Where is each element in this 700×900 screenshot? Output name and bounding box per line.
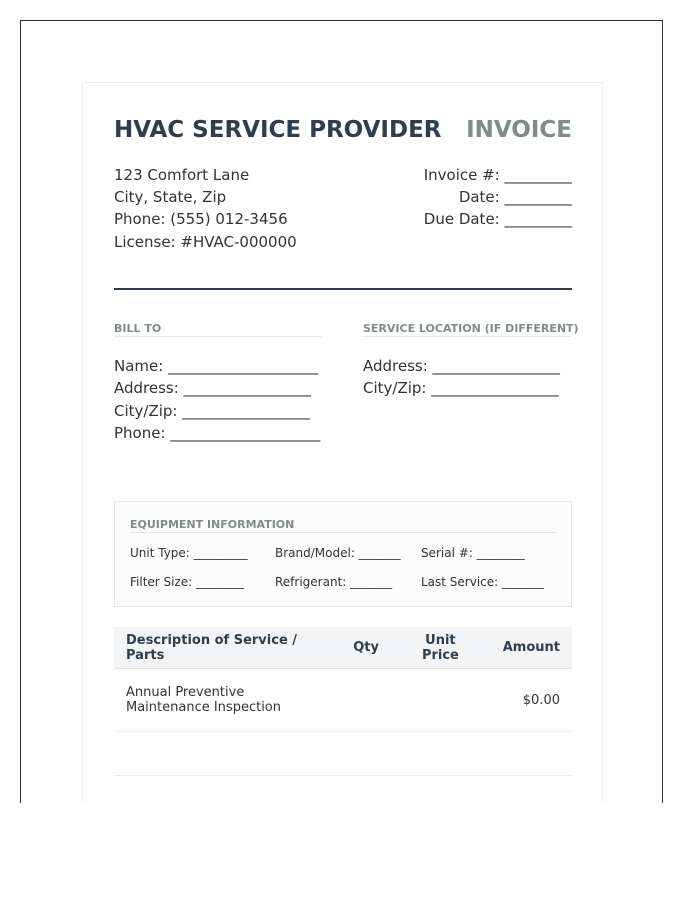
service-address-field[interactable]: Address: _________________ (363, 357, 561, 375)
equipment-heading: EQUIPMENT INFORMATION (130, 518, 556, 533)
company-phone: Phone: (555) 012-3456 (114, 210, 288, 228)
header-divider (114, 288, 572, 290)
page-frame (20, 20, 663, 803)
invoice-due-date-field[interactable]: Due Date: _________ (423, 210, 572, 228)
col-header-qty: Qty (339, 627, 393, 669)
company-license: License: #HVAC-000000 (114, 233, 297, 251)
cell-unit-price[interactable] (393, 669, 487, 732)
bill-to-heading: BILL TO (114, 322, 322, 337)
cell-qty[interactable] (339, 669, 393, 732)
invoice-title: INVOICE (466, 117, 572, 143)
col-header-amount: Amount (488, 627, 572, 669)
company-name: HVAC SERVICE PROVIDER (114, 117, 442, 143)
equipment-brand-model-field[interactable]: Brand/Model: _______ (275, 546, 401, 560)
cell-description[interactable]: Annual Preventive Maintenance Inspection (114, 669, 339, 732)
col-header-unit-price: Unit Price (393, 627, 487, 669)
service-cityzip-field[interactable]: City/Zip: _________________ (363, 379, 559, 397)
invoice-sheet (82, 82, 603, 803)
equipment-filter-size-field[interactable]: Filter Size: ________ (130, 575, 245, 589)
company-address-street: 123 Comfort Lane (114, 166, 250, 184)
equipment-serial-field[interactable]: Serial #: ________ (421, 546, 525, 560)
equipment-info-box (114, 501, 572, 607)
cell-unit-price[interactable] (393, 732, 487, 776)
bill-to-cityzip-field[interactable]: City/Zip: _________________ (114, 402, 310, 420)
invoice-date-field[interactable]: Date: _________ (458, 188, 572, 206)
col-header-description: Description of Service / Parts (114, 627, 339, 669)
line-items-table (114, 627, 572, 776)
table-row (114, 669, 572, 732)
bill-to-name-field[interactable]: Name: ____________________ (114, 357, 319, 375)
cell-qty[interactable] (339, 732, 393, 776)
bill-to-phone-field[interactable]: Phone: ____________________ (114, 424, 321, 442)
bill-to-address-field[interactable]: Address: _________________ (114, 379, 312, 397)
invoice-number-field[interactable]: Invoice #: _________ (423, 166, 572, 184)
service-location-heading: SERVICE LOCATION (IF DIFFERENT) (363, 322, 579, 335)
equipment-last-service-field[interactable]: Last Service: _______ (421, 575, 545, 589)
table-header-row (114, 627, 572, 669)
cell-description[interactable] (114, 732, 339, 776)
cell-amount[interactable] (488, 732, 572, 776)
cell-amount[interactable]: $0.00 (488, 669, 572, 732)
equipment-unit-type-field[interactable]: Unit Type: _________ (130, 546, 248, 560)
table-row (114, 732, 572, 776)
company-address-city: City, State, Zip (114, 188, 227, 206)
equipment-refrigerant-field[interactable]: Refrigerant: _______ (275, 575, 393, 589)
